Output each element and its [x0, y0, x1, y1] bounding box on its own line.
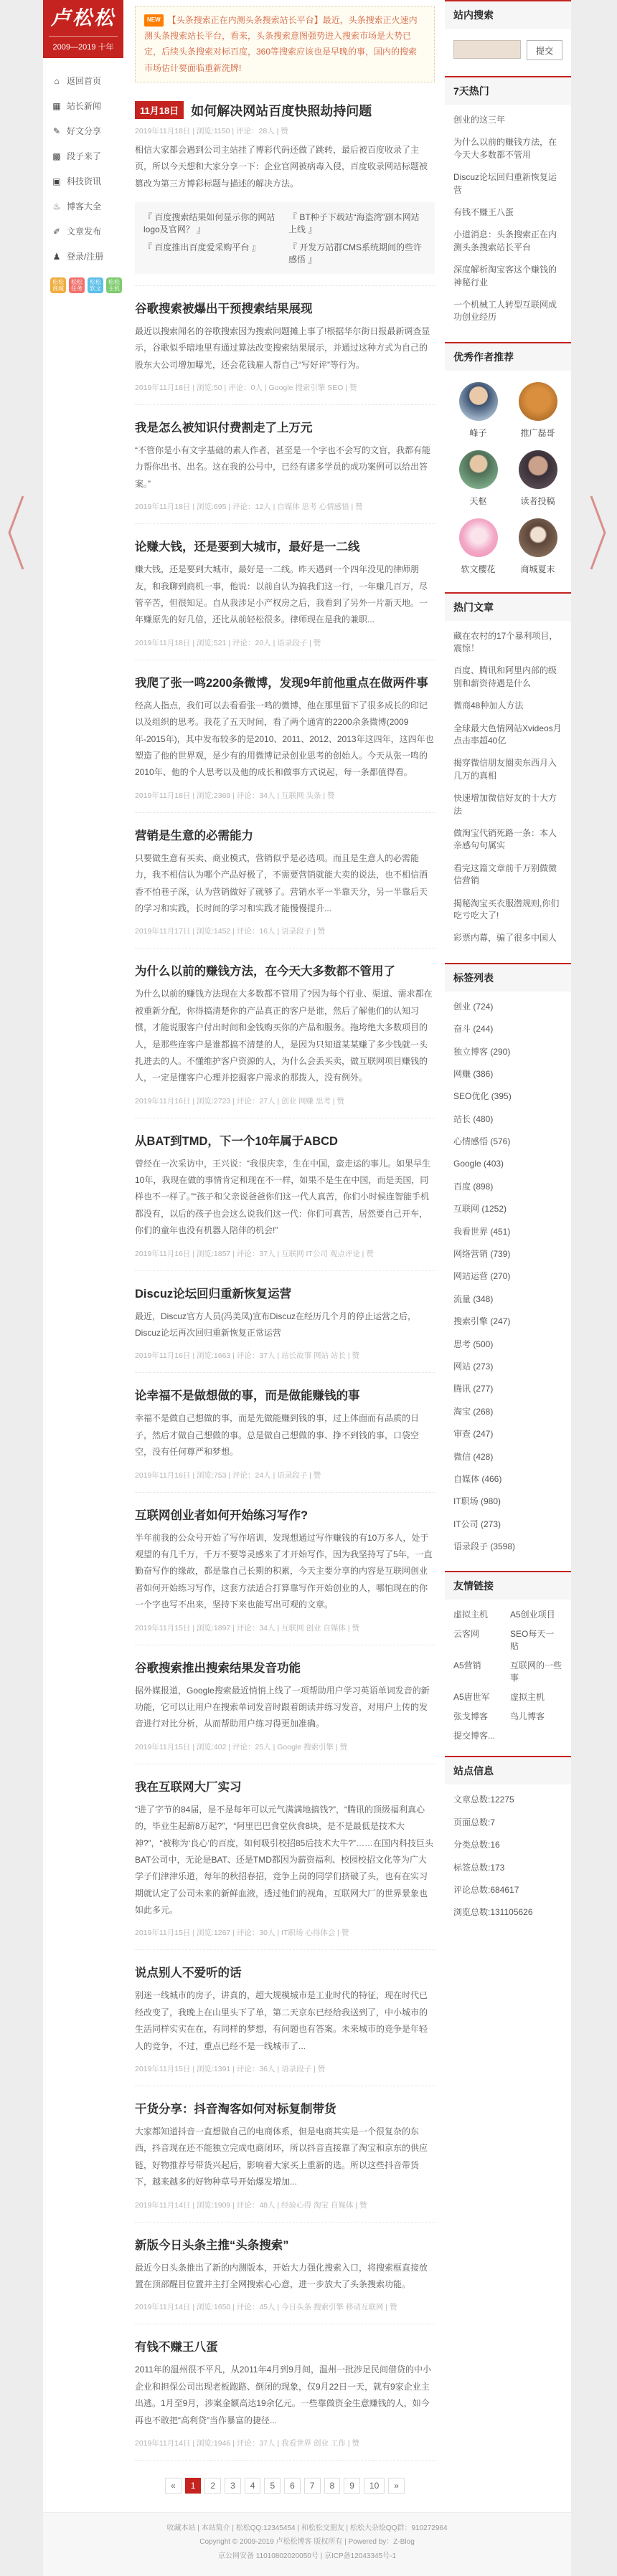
page-next[interactable]: » [388, 2478, 405, 2494]
hot-article-item[interactable]: 微商48种加人方法 [453, 700, 524, 711]
post-item [135, 949, 435, 1118]
nav-item[interactable] [52, 219, 123, 244]
nav-label: 站长新闻 [67, 101, 102, 112]
related-link[interactable]: 『 BT种子下载站“海盗湾”副本网站上线 』 [288, 212, 420, 234]
page-1-current[interactable]: 1 [185, 2478, 202, 2494]
tag-item[interactable]: 网站 (273) [453, 1361, 494, 1372]
page-2[interactable]: 2 [204, 2478, 221, 2494]
nav-item[interactable] [52, 93, 123, 118]
site-info-item: 评论总数:684617 [453, 1885, 519, 1896]
tag-item[interactable]: 语录段子 (3598) [453, 1541, 516, 1552]
post-item [135, 524, 435, 660]
post-title[interactable]: 有钱不赚王八蛋 [135, 2341, 218, 2354]
post-meta[interactable]: 2019年11月14日 | 浏览:1909 | 评论：48人 | 经验心得 淘宝 自媒体 | 赞 [135, 2200, 367, 2210]
page-3[interactable]: 3 [225, 2478, 241, 2494]
author-name: 读者投稿 [520, 495, 555, 506]
tag-item[interactable]: 网络营销 (739) [453, 1249, 511, 1260]
hot-article-item[interactable]: 百度、腾讯和阿里内部的级别和薪资待遇是什么 [453, 665, 557, 688]
post-item [135, 1118, 435, 1271]
post-item [135, 813, 435, 949]
post-title[interactable]: 新版今日头条主推“头条搜索” [135, 2238, 289, 2252]
site-logo-subtitle: 2009—2019 十年 [49, 36, 118, 52]
post-meta[interactable]: 2019年11月15日 | 浏览:1391 | 评论：36人 | 语录段子 | 赞 [135, 2065, 326, 2074]
friend-link[interactable]: 互联网的一些事 [510, 1660, 562, 1683]
friend-link[interactable]: SEO每天一贴 [510, 1629, 555, 1652]
post-meta[interactable]: 2019年11月14日 | 浏览:1946 | 评论：37人 | 我看世界 创业 工作 | 赞 [135, 2438, 359, 2448]
nav-icon: ⌂ [54, 75, 60, 86]
post-meta[interactable]: 2019年11月17日 | 浏览:1452 | 评论：16人 | 语录段子 | 赞 [135, 927, 326, 936]
post-meta[interactable]: 2019年11月15日 | 浏览:402 | 评论：25人 | Google 搜索引擎 | 赞 [135, 1742, 348, 1752]
related-link[interactable]: 『 百度推出百度爱采购平台 』 [143, 242, 260, 252]
nav-icon: ▩ [52, 151, 61, 161]
footer-copyright: Copyright © 2009-2019 卢松松博客 版权所有 | Powered by：Z-Blog [199, 2538, 415, 2547]
post-item [135, 1373, 435, 1492]
post-excerpt: 赚大钱，还是要到大城市，最好是一二线。昨天遇到一个四年没见的律师朋友，和我聊到商机一事，他说：以前自认为搞我们这一行，一年赚几百万，尽管辛苦，但很知足。自从我涉足小产权房之后，我看到了另外一片新天地。一年赚原先的好几倍，还比从前轻松很多。律师现在是我的兼职... [135, 564, 428, 625]
author-name: 天枢 [469, 495, 487, 506]
hot7-item[interactable]: 一个机械工人转型互联网成功创业经历 [453, 299, 557, 323]
post-meta[interactable]: 2019年11月16日 | 浏览:1663 | 评论：37人 | 站长故事 网站 站长 | 赞 [135, 1351, 359, 1361]
post-meta[interactable]: 2019年11月18日 | 浏览:50 | 评论：0人 | Google 搜索引擎 SEO | 赞 [135, 384, 357, 393]
hot7-widget [445, 76, 571, 329]
hot-article-item[interactable]: 看完这篇文章前千万别做微信营销 [453, 862, 557, 886]
post-title[interactable]: Discuz论坛回归重新恢复运营 [135, 1287, 292, 1301]
friend-link[interactable]: 虚拟主机 [453, 1610, 489, 1620]
author-name: 软文樱花 [461, 564, 496, 574]
post-excerpt: 据外媒报道，Google搜索最近悄悄上线了一项帮助用户学习英语单词发音的新功能，它可以让用户在搜索单词发音时跟着朗读并练习发音，对用户上传的发音进行对比分析，从而帮助用户练习得更加准确。 [135, 1685, 430, 1729]
date-badge: 11月18日 [135, 101, 184, 119]
main-nav [43, 68, 123, 269]
hot7-item[interactable]: 有钱不赚王八蛋 [453, 206, 514, 217]
tag-item[interactable]: 审查 (247) [453, 1429, 494, 1440]
tag-item[interactable]: 百度 (898) [453, 1181, 494, 1192]
nav-label: 博客大全 [67, 201, 102, 212]
hot-article-item[interactable]: 做淘宝代销死路一条：本人亲感句句属实 [453, 827, 557, 851]
post-item [135, 405, 435, 524]
search-submit-button[interactable]: 提交 [527, 40, 562, 60]
post-meta[interactable]: 2019年11月15日 | 浏览:1267 | 评论：30人 | IT职场 心得体会 | 赞 [135, 1929, 349, 1938]
related-link[interactable]: 『 百度搜索结果如何显示你的网站logo及官网？ 』 [143, 212, 275, 234]
search-widget [445, 0, 571, 63]
post-meta[interactable]: 2019年11月18日 | 浏览:2369 | 评论：34人 | 互联网 头条 | 赞 [135, 791, 335, 800]
left-sidebar [43, 0, 123, 293]
tag-item[interactable]: 微信 (428) [453, 1451, 494, 1462]
post-item [135, 2086, 435, 2223]
nav-item[interactable] [52, 194, 123, 219]
post-title[interactable]: 谷歌搜索被爆出干预搜索结果展现 [135, 302, 313, 315]
post-meta[interactable]: 2019年11月16日 | 浏览:753 | 评论：24人 | 语录段子 | 赞 [135, 1470, 321, 1480]
hot7-list [445, 109, 571, 329]
friend-link[interactable]: 云客网 [453, 1629, 480, 1640]
post-title[interactable]: 我是怎么被知识付费割走了上万元 [135, 422, 313, 435]
nav-icon: ▦ [52, 100, 61, 111]
author-avatar [519, 518, 557, 557]
post-excerpt: 为什么以前的赚钱方法现在大多数都不管用了?因为每个行业、渠道、需求都在被重新分配，你得搞清楚你的产品真正的客户是谁，然后了解他们的认知习惯，才能说服客户付出时间和金钱购买你的产品和服务。拖垮绝大多数项目的人，是那些连客户是谁都搞不清楚的人，是因为只知道某某赚了多少钱就一头扎进去的人。不懂维护客户资源的人，为什么会丢买卖，做互联网项目赚钱的人，一定是懂客户心理并挖掘客户需求的那拨人，没有例外。 [135, 989, 433, 1083]
post-item [135, 2324, 435, 2461]
tag-item[interactable]: Google (403) [453, 1159, 504, 1169]
page-4[interactable]: 4 [245, 2478, 261, 2494]
author-card[interactable] [512, 382, 564, 439]
friend-link[interactable]: 张戈博客 [453, 1711, 489, 1722]
friend-link[interactable]: A5创业项目 [510, 1610, 555, 1620]
site-info-list [445, 1789, 571, 1924]
post-title[interactable]: 为什么以前的赚钱方法，在今天大多数都不管用了 [135, 965, 395, 979]
site-info-widget [445, 1756, 571, 1924]
post-title[interactable]: 我爬了张一鸣2200条微博，发现9年前他重点在做两件事 [135, 676, 428, 690]
nav-label: 好文分享 [67, 126, 102, 137]
footer [43, 2512, 571, 2576]
hot-articles-widget [445, 592, 571, 950]
next-arrow-icon[interactable] [588, 493, 608, 572]
new-icon: NEW [144, 14, 164, 27]
nav-item[interactable] [52, 68, 123, 93]
post-excerpt: 相信大家都会遇到公司主站挂了博彩代码还做了跳转，最后被百度收录了主页，所以今天想和大家分享一下：企业官网被病毒入侵，百度收录网站标题被篡改为第三方博彩标题与描述的解决方法。 [135, 144, 428, 189]
author-card[interactable] [452, 450, 504, 507]
nav-icon: ✎ [52, 125, 61, 136]
featured-post [135, 90, 435, 286]
nav-label: 返回首页 [67, 76, 102, 87]
nav-icon: ✐ [52, 226, 61, 237]
post-title[interactable]: 谷歌搜索推出搜索结果发音功能 [135, 1661, 301, 1675]
tags-widget [445, 963, 571, 1559]
post-item [135, 2223, 435, 2325]
pagination [135, 2461, 435, 2512]
post-excerpt: 半年前我的公众号开始了写作培训，发现想通过写作赚钱的有10万多人，处于观望的有几千万，千万不要等灵感来了才开始写作，因为我坚持写了5年，一直勤奋写作的缘故，都是靠自己长期的积累，今天主要分享的内容是互联网创业者如何开始练习写作，这套方法适合打算靠写作开始创业的人，哪怕现在的你一个字也写不出来，坚持下来也能写出可观的文章。 [135, 1532, 433, 1610]
footer-icp: 京公网安备 11010802020050号 | 京ICP备12043345号-1 [217, 2552, 397, 2560]
post-item [135, 1645, 435, 1764]
site-announcement[interactable] [135, 6, 435, 82]
author-name: 推广磊哥 [520, 427, 555, 438]
author-avatar [459, 518, 498, 557]
post-meta[interactable]: 2019年11月15日 | 浏览:1897 | 评论：34人 | 互联网 创业 自媒体 | 赞 [135, 1623, 359, 1632]
content-wrap [43, 0, 571, 2576]
tag-item[interactable]: 搜索引擎 (247) [453, 1316, 511, 1327]
post-title[interactable]: 干货分享：抖音淘客如何对标复制带货 [135, 2103, 336, 2116]
friend-link[interactable]: 虚拟主机 [510, 1692, 545, 1703]
related-link[interactable]: 『 开发万站群CMS系统期间的些许感悟 』 [288, 242, 423, 265]
author-avatar [459, 450, 498, 489]
author-card[interactable] [452, 382, 504, 439]
author-avatar [519, 450, 557, 489]
post-excerpt: 幸福不是做自己想做的事，而是先做能赚到钱的事，过上体面而有品质的日子，然后才做自己想做的事。总是做自己想做的事、挣不到钱的事，口袋空空，没有任何尊严和梦想。 [135, 1413, 420, 1458]
post-excerpt: 经高人指点，我们可以去看看张一鸣的微博，他在那里留下了很多成长的印记以及组织的思考。我花了五天时间，看了两个通宵的2200余条微博(2009年-2015年)，其中发布较多的是2010、2011、2012、2013年这四年，这四年也塑造了他的世界观，是少有的用微博记录创业思考的创始人。今天从张一鸣的2010年、他的个人思考以及他的成长和做事方式说起，每一条都值得看。 [135, 700, 434, 778]
site-info-item: 文章总数:12275 [453, 1795, 514, 1805]
post-item [135, 1271, 435, 1374]
authors-widget [445, 342, 571, 579]
search-input[interactable] [453, 40, 521, 59]
hot-article-item[interactable]: 藏在农村的17个暴利项目，震惊！ [453, 630, 558, 654]
nav-label: 科技资讯 [67, 176, 102, 187]
post-excerpt: 最近以搜索闻名的谷歌搜索因为搜索问题摊上事了!根据华尔街日报最新调查显示，谷歌似乎暗地里有通过算法改变搜索结果展示，并通过这种方式为自己的股东大公司增加曝光，还会花钱雇人帮自己“写好评”等行为。 [135, 325, 430, 370]
widget-title: 热门文章 [445, 592, 571, 621]
nav-icon: ▣ [52, 176, 61, 186]
post-title[interactable]: 互联网创业者如何开始练习写作? [135, 1508, 308, 1522]
post-meta[interactable]: 2019年11月14日 | 浏览:1650 | 评论：45人 | 今日头条 搜索引擎 移动互联网 | 赞 [135, 2303, 397, 2312]
nav-item[interactable] [52, 168, 123, 194]
nav-item[interactable] [52, 143, 123, 168]
hot7-item[interactable]: 小道消息：头条搜索正在内测头条搜索站长平台 [453, 229, 557, 252]
hot-article-item[interactable]: 揭穿微信朋友圈卖东西月入几万的真相 [453, 758, 557, 781]
page-6[interactable]: 6 [284, 2478, 301, 2494]
post-excerpt: 2011年的温州很不平凡，从2011年4月到9月间，温州一批涉足民间借贷的中小企业和担保公司出现老板跑路、倒闭的现象，仅9月22日一天，就有9家企业主出逃。1月至9月，涉案金额高达19余亿元。一些靠做资金生意赚钱的人，如今再也不敢把“高利贷”当作暴富的捷径... [135, 2364, 431, 2425]
post-title[interactable]: 论幸福不是做想做的事，而是做能赚钱的事 [135, 1389, 360, 1403]
post-meta[interactable]: 2019年11月16日 | 浏览:1857 | 评论：37人 | 互联网 IT公司 观点评论 | 赞 [135, 1249, 374, 1258]
tag-item[interactable]: 我看世界 (451) [453, 1226, 511, 1237]
tag-item[interactable]: 网赚 (386) [453, 1068, 494, 1079]
friend-links-widget [445, 1571, 571, 1743]
nav-label: 登录/注册 [67, 252, 104, 262]
post-excerpt: “不管你是小有文字基础的素人作者，甚至是一个字也不会写的文盲，我都有能力帮你出书、出名。这在我的公号中，已经有诸多学员的成功案例可以给出答案。” [135, 445, 430, 489]
post-title[interactable]: 营销是生意的必需能力 [135, 829, 253, 842]
author-name: 峰子 [469, 427, 487, 438]
post-item [135, 1764, 435, 1951]
friend-link[interactable]: 鸟儿博客 [510, 1711, 545, 1722]
tag-item[interactable]: 站长 (480) [453, 1113, 494, 1124]
widget-title: 站点信息 [445, 1756, 571, 1784]
post-item [135, 1493, 435, 1645]
tag-item[interactable]: SEO优化 (395) [453, 1091, 512, 1102]
site-info-item: 浏览总数:131105626 [453, 1907, 533, 1918]
post-excerpt: 曾经在一次采访中，王兴说：“我很庆幸，生在中国，蛮走运的事儿。如果早生10年，我现在做的事情肯定和现在不一样，如果不是生在中国，而是美国，同样也不一样了。”“孩子和父亲说爸爸你们这一代人真苦，你们小时候连智能手机都没有，以后的孩子也会这么说我们这一代：你们可真苦，居然要自己开车，你们的童年也没有机器人陪伴的机会!” [135, 1158, 430, 1236]
quick-badge[interactable]: 松松商城 [50, 277, 66, 293]
nav-item[interactable] [52, 244, 123, 269]
widget-title: 友情链接 [445, 1571, 571, 1600]
tag-item[interactable]: 独立博客 (290) [453, 1046, 511, 1057]
hot7-item[interactable]: 深度解析淘宝客这个赚钱的神秘行业 [453, 265, 557, 287]
author-card[interactable] [452, 518, 504, 575]
post-item [135, 1950, 435, 2086]
author-name: 商城夏末 [520, 564, 555, 574]
hot-article-item[interactable]: 全球最大色情网站Xvideos月点击率超40亿 [453, 723, 562, 746]
widget-title: 站内搜索 [445, 0, 571, 29]
page-8[interactable]: 8 [324, 2478, 341, 2494]
nav-label: 文章发布 [67, 227, 102, 237]
post-meta[interactable]: 2019年11月18日 | 浏览:695 | 评论：12人 | 自媒体 思考 心情感悟 | 赞 [135, 503, 363, 512]
tag-item[interactable]: IT公司 (273) [453, 1518, 501, 1529]
post-excerpt: “进了字节的84届，是不是每年可以元气满满地搞钱?”，“腾讯的顶级福利真心的，毕业生起薪8万起?”，“阿里巴巴食堂伙食8块，是不是最低是技术大神?”，“被称为‘良心’的百度，如何吸引校招85后技术大牛?”……在国内科技巨头BAT公司中，无论是BAT、还是TMD都因为薪资福利、校园校招文化等为广大学子们津津乐道，每年的秋招春招，竞争上岗的同学们挤破了头，也有在实习期就认定了公司未来的新鲜血液，透过他们的视角，互联网大厂的世界景象也如此多元。 [135, 1804, 434, 1916]
post-title[interactable]: 从BAT到TMD，下一个10年属于ABCD [135, 1134, 338, 1148]
friend-link[interactable]: A5唐世军 [453, 1692, 490, 1703]
related-links [135, 202, 435, 274]
page-prev[interactable]: « [165, 2478, 182, 2494]
post-meta[interactable]: 2019年11月18日 | 浏览:1150 | 评论：28人 | 赞 [135, 126, 288, 136]
tag-item[interactable]: IT职场 (980) [453, 1496, 501, 1507]
widget-title: 优秀作者推荐 [445, 342, 571, 371]
page-10[interactable]: 10 [364, 2478, 385, 2494]
hot7-item[interactable]: Discuz论坛回归重新恢复运营 [453, 172, 557, 195]
friend-link[interactable]: A5营销 [453, 1660, 481, 1671]
footer-links[interactable]: 收藏本站 | 本站简介 | 松松QQ:12345454 | 和松松交朋友 | 松松大杂烩QQ群：910272964 [166, 2524, 448, 2532]
site-info-item: 标签总数:173 [453, 1862, 505, 1873]
tag-item[interactable]: 互联网 (1252) [453, 1204, 507, 1215]
friend-link[interactable]: 提交博客... [453, 1731, 496, 1741]
tag-item[interactable]: 网站运营 (270) [453, 1271, 511, 1282]
post-title[interactable]: 如何解决网站百度快照劫持问题 [191, 103, 372, 118]
page-5[interactable]: 5 [264, 2478, 281, 2494]
post-item [135, 286, 435, 405]
tag-item[interactable]: 流量 (348) [453, 1293, 494, 1304]
tag-item[interactable]: 腾讯 (277) [453, 1384, 494, 1394]
post-title[interactable]: 论赚大钱，还是要到大城市，最好是一二线 [135, 541, 360, 554]
hot-article-item[interactable]: 快速增加微信好友的十大方法 [453, 793, 557, 816]
site-info-item: 页面总数:7 [453, 1817, 496, 1828]
friend-links [445, 1600, 571, 1743]
author-card[interactable] [512, 450, 564, 507]
tag-list [445, 996, 571, 1559]
post-excerpt: 别迷一线城市的房子，讲真的，超大规模城市是工业时代的特征，现在时代已经改变了，我晚上在山里头下了单，第二天京东已经给我送到了，中小城市的生活同样实实在在，有同样的梦想，有问题也有答案。未来城市的竞争是年轻人的竞争，不过，重点已经不是一线城市了... [135, 1990, 428, 2051]
post-item [135, 660, 435, 813]
post-title[interactable]: 说点别人不爱听的话 [135, 1967, 242, 1980]
post-title[interactable]: 我在互联网大厂实习 [135, 1780, 242, 1794]
site-info-item: 分类总数:16 [453, 1840, 500, 1850]
prev-arrow-icon[interactable] [6, 493, 26, 572]
quick-badge[interactable]: 松松任务 [69, 277, 85, 293]
tag-item[interactable]: 奋斗 (244) [453, 1024, 494, 1035]
quick-badge[interactable]: 松松主机 [106, 277, 122, 293]
authors-grid [445, 371, 571, 579]
widget-title: 标签列表 [445, 963, 571, 992]
widget-title: 7天热门 [445, 76, 571, 105]
tag-item[interactable]: 思考 (500) [453, 1339, 494, 1349]
hot-article-item[interactable]: 揭秘淘宝买衣服潜规则,你们吃亏吃大了! [453, 898, 560, 921]
author-avatar [519, 382, 557, 421]
nav-icon: ♨ [52, 201, 61, 212]
main-column [123, 0, 445, 2512]
quick-badges [43, 269, 123, 293]
right-sidebar [445, 0, 571, 1937]
nav-icon: ♟ [52, 251, 61, 262]
post-meta[interactable]: 2019年11月16日 | 浏览:2723 | 评论：27人 | 创业 网赚 思考 | 赞 [135, 1096, 344, 1106]
page-7[interactable]: 7 [304, 2478, 321, 2494]
announcement-text: 【头条搜索正在内测头条搜索站长平台】最近，头条搜索正火速内测头条搜索站长平台，看来，头条搜索意图强势进入搜索市场是大势已定，后续头条搜索对标百度，360等搜索应该也是早晚的事，国内的搜索市场估计要面临重新洗牌! [144, 15, 418, 73]
nav-label: 段子来了 [67, 151, 102, 162]
author-avatar [459, 382, 498, 421]
quick-badge[interactable]: 松松软文 [88, 277, 103, 293]
hot-articles-list [445, 625, 571, 950]
site-logo-title: 卢松松 [51, 7, 116, 29]
site-logo[interactable] [43, 0, 123, 58]
tag-item[interactable]: 创业 (724) [453, 1001, 494, 1012]
post-excerpt: 最近今日头条推出了新的内测版本，开始大力强化搜索入口，将搜索框直接放置在顶部醒目位置并主打全网搜索心心意，进一步放大了头条搜索功能。 [135, 2262, 428, 2289]
post-excerpt: 只要做生意有买卖、商业模式，营销似乎是必选项。而且是生意人的必需能力，我不相信认为哪个产品好极了，不需要营销就能大卖的说法，也不相信酒香不怕巷子深，认为营销做好了就够了。营销水平一半靠天分，另一半靠后天的学习和实践，长时间的学习和实践才能慢慢提升... [135, 852, 428, 913]
nav-item[interactable] [52, 118, 123, 143]
post-meta[interactable]: 2019年11月18日 | 浏览:521 | 评论：20人 | 语录段子 | 赞 [135, 638, 321, 647]
tag-item[interactable]: 自媒体 (466) [453, 1473, 502, 1484]
author-card[interactable] [512, 518, 564, 575]
hot7-item[interactable]: 创业的这三年 [453, 115, 506, 125]
hot7-item[interactable]: 为什么以前的赚钱方法，在今天大多数都不管用 [453, 137, 557, 160]
post-excerpt: 大家都知道抖音一直想做自己的电商体系，但是电商其实是一个很复杂的东西，抖音现在还不能独立完成电商闭环，所以抖音直接靠了淘宝和京东的供应链，好物推荐号带货兴起后，影响着大家买上重新的选。所以这些抖音带货下，越来越多的好物种草号开始爆发增加... [135, 2126, 428, 2187]
tag-item[interactable]: 淘宝 (268) [453, 1406, 494, 1417]
page-9[interactable]: 9 [344, 2478, 360, 2494]
tag-item[interactable]: 心情感悟 (576) [453, 1136, 511, 1147]
hot-article-item[interactable]: 彩票内幕，骗了很多中国人 [453, 933, 557, 944]
post-excerpt: 最近，Discuz官方人员(冯美凤)宣布Discuz在经历几个月的停止运营之后，Discuz论坛再次回归重新恢复正常运营 [135, 1311, 417, 1339]
